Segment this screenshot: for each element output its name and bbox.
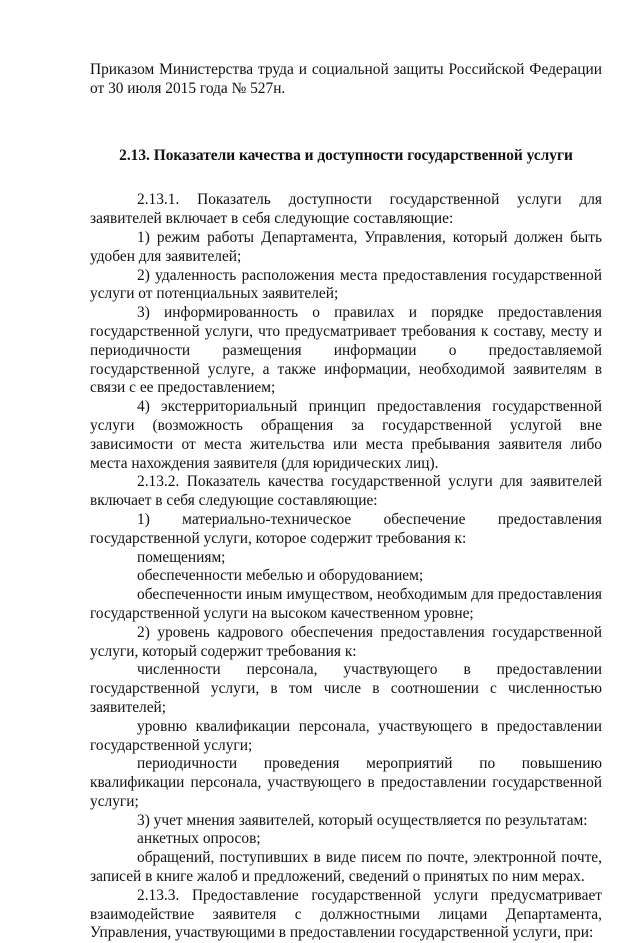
section-title: 2.13. Показатели качества и доступности государственной услуги bbox=[119, 146, 573, 164]
list-item-material-support: 1) материально-техническое обеспечение предоставления государственной услуги, которое содержит требования к: bbox=[90, 510, 602, 547]
list-item-awareness: 3) информированность о правилах и порядке предоставления государственной услуги, что предусматривает требования к составу, месту и периодичности размещения информации о предоставляемой государственной услуге, а также информации, необходимой заявителям в связи с ее предоставлением; bbox=[90, 304, 602, 397]
list-item-staffing: 2) уровень кадрового обеспечения предоставления государственной услуги, который содержит требования к: bbox=[90, 623, 602, 660]
list-item-premises: помещениям; bbox=[137, 548, 226, 566]
paragraph-2-13-1: 2.13.1. Показатель доступности государственной услуги для заявителей включает в себя следующие составляющие: bbox=[90, 191, 602, 228]
list-item-staff-count: численности персонала, участвующего в предоставлении государственной услуги, в том числе в соотношении с численностью заявителей; bbox=[90, 661, 602, 716]
list-item-applicant-opinion: 3) учет мнения заявителей, который осуществляется по результатам: bbox=[137, 811, 588, 829]
list-item-extraterritorial: 4) экстерриториальный принцип предоставления государственной услуги (возможность обращения за государственной услугой вне зависимости от места жительства или места пребывания заявителя либо места нахождения заявителя (для юридических лиц). bbox=[90, 398, 602, 472]
list-item-remoteness: 2) удаленность расположения места предоставления государственной услуги от потенциальных заявителей; bbox=[90, 266, 602, 303]
list-item-other-property: обеспеченности иным имуществом, необходимым для предоставления государственной услуги на высоком качественном уровне; bbox=[90, 586, 602, 622]
list-item-qualification: уровню квалификации персонала, участвующего в предоставлении государственной услуги; bbox=[90, 717, 602, 754]
list-item-work-schedule: 1) режим работы Департамента, Управления, который должен быть удобен для заявителей; bbox=[90, 228, 602, 265]
list-item-training: периодичности проведения мероприятий по повышению квалификации персонала, участвующего в предоставлении государственной услуги; bbox=[90, 755, 602, 810]
list-item-furniture: обеспеченности мебелью и оборудованием; bbox=[137, 567, 424, 585]
list-item-appeals: обращений, поступивших в виде писем по почте, электронной почте, записей в книге жалоб и предложений, сведений о принятых по ним мерах. bbox=[90, 849, 602, 886]
paragraph-2-13-3: 2.13.3. Предоставление государственной услуги предусматривает взаимодействие заявителя с должностными лицами Департамента, Управления, участвующими в предоставлении государственной услуги, при: bbox=[90, 886, 602, 942]
paragraph-2-13-2: 2.13.2. Показатель качества государственной услуги для заявителей включает в себя следующие составляющие: bbox=[90, 473, 602, 510]
list-item-surveys: анкетных опросов; bbox=[137, 830, 261, 848]
intro-paragraph: Приказом Министерства труда и социальной защиты Российской Федерации от 30 июля 2015 года № 527н. bbox=[90, 61, 602, 97]
